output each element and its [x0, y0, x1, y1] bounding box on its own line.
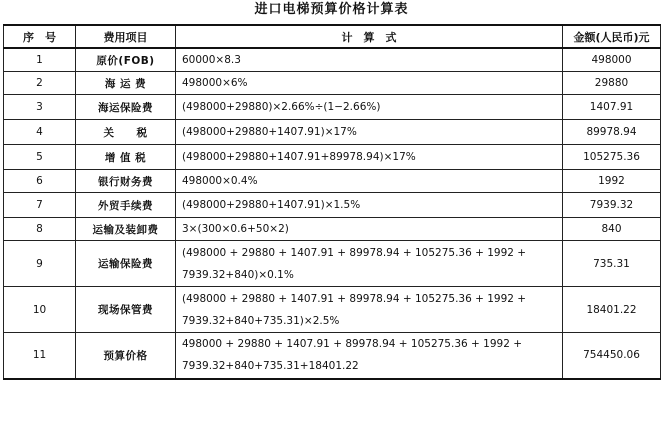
cell-no: 10	[4, 287, 76, 333]
cell-formula	[176, 120, 563, 145]
cell-no: 9	[4, 241, 76, 287]
header-row	[4, 25, 661, 48]
cell-amount: 89978.94	[563, 120, 661, 145]
cell-item: 现场保管费	[76, 287, 176, 333]
cell-amount: 18401.22	[563, 287, 661, 333]
cell-item: 关 税	[76, 120, 176, 145]
header-no: 序 号	[4, 25, 76, 48]
formula-line: (498000 + 29880 + 1407.91 + 89978.94 + 105275.36 + 1992 +	[182, 292, 527, 305]
cell-item: 银行财务费	[76, 170, 176, 193]
table-row	[4, 48, 661, 72]
formula-line: (498000 + 29880 + 1407.91 + 89978.94 + 105275.36 + 1992 +	[182, 246, 527, 259]
table-body	[4, 48, 661, 379]
table-row	[4, 145, 661, 170]
formula-line: (498000+29880)×2.66%÷(1−2.66%)	[182, 101, 381, 113]
cell-no: 6	[4, 170, 76, 193]
cell-item: 海 运 费	[76, 72, 176, 95]
header-amount: 金额(人民币)元	[563, 25, 661, 48]
cell-amount: 735.31	[563, 241, 661, 287]
table-row	[4, 333, 661, 379]
cell-amount: 29880	[563, 72, 661, 95]
cell-formula	[176, 170, 563, 193]
table-row	[4, 95, 661, 120]
cell-no: 8	[4, 218, 76, 241]
cell-formula	[176, 241, 563, 287]
cell-amount: 840	[563, 218, 661, 241]
formula-line: 60000×8.3	[182, 54, 241, 66]
cell-item: 预算价格	[76, 333, 176, 379]
table-row	[4, 170, 661, 193]
cell-item: 运输及装卸费	[76, 218, 176, 241]
formula-line: 498000×0.4%	[182, 175, 258, 187]
price-calculation-table	[3, 24, 661, 380]
formula-line: 498000×6%	[182, 77, 248, 89]
cell-amount: 1992	[563, 170, 661, 193]
cell-amount: 754450.06	[563, 333, 661, 379]
formula-line: (498000+29880+1407.91)×17%	[182, 126, 357, 138]
table-row	[4, 120, 661, 145]
cell-no: 1	[4, 48, 76, 72]
cell-formula	[176, 72, 563, 95]
cell-amount: 498000	[563, 48, 661, 72]
cell-no: 4	[4, 120, 76, 145]
table-row	[4, 241, 661, 287]
cell-item: 增 值 税	[76, 145, 176, 170]
table-row	[4, 287, 661, 333]
table-row	[4, 193, 661, 218]
cell-no: 2	[4, 72, 76, 95]
cell-amount: 7939.32	[563, 193, 661, 218]
table-row	[4, 218, 661, 241]
cell-amount: 105275.36	[563, 145, 661, 170]
formula-line: (498000+29880+1407.91)×1.5%	[182, 199, 361, 211]
cell-item: 运输保险费	[76, 241, 176, 287]
cell-no: 3	[4, 95, 76, 120]
formula-line: 498000 + 29880 + 1407.91 + 89978.94 + 105275.36 + 1992 +	[182, 338, 523, 351]
formula-line: 7939.32+840+735.31+18401.22	[182, 360, 359, 373]
cell-formula	[176, 145, 563, 170]
cell-amount: 1407.91	[563, 95, 661, 120]
cell-item: 外贸手续费	[76, 193, 176, 218]
formula-line: 3×(300×0.6+50×2)	[182, 223, 289, 235]
header-formula: 计 算 式	[176, 25, 563, 48]
cell-formula	[176, 218, 563, 241]
header-item: 费用项目	[76, 25, 176, 48]
formula-line: 7939.32+840)×0.1%	[182, 268, 294, 281]
formula-line: 7939.32+840+735.31)×2.5%	[182, 314, 340, 327]
formula-line: (498000+29880+1407.91+89978.94)×17%	[182, 151, 416, 163]
cell-formula	[176, 287, 563, 333]
cell-formula	[176, 193, 563, 218]
cell-item: 原价(FOB)	[76, 48, 176, 72]
table-title: 进口电梯预算价格计算表	[254, 2, 409, 17]
cell-item: 海运保险费	[76, 95, 176, 120]
cell-no: 7	[4, 193, 76, 218]
cell-no: 5	[4, 145, 76, 170]
cell-formula	[176, 95, 563, 120]
cell-no: 11	[4, 333, 76, 379]
cell-formula	[176, 333, 563, 379]
cell-formula	[176, 48, 563, 72]
table-row	[4, 72, 661, 95]
